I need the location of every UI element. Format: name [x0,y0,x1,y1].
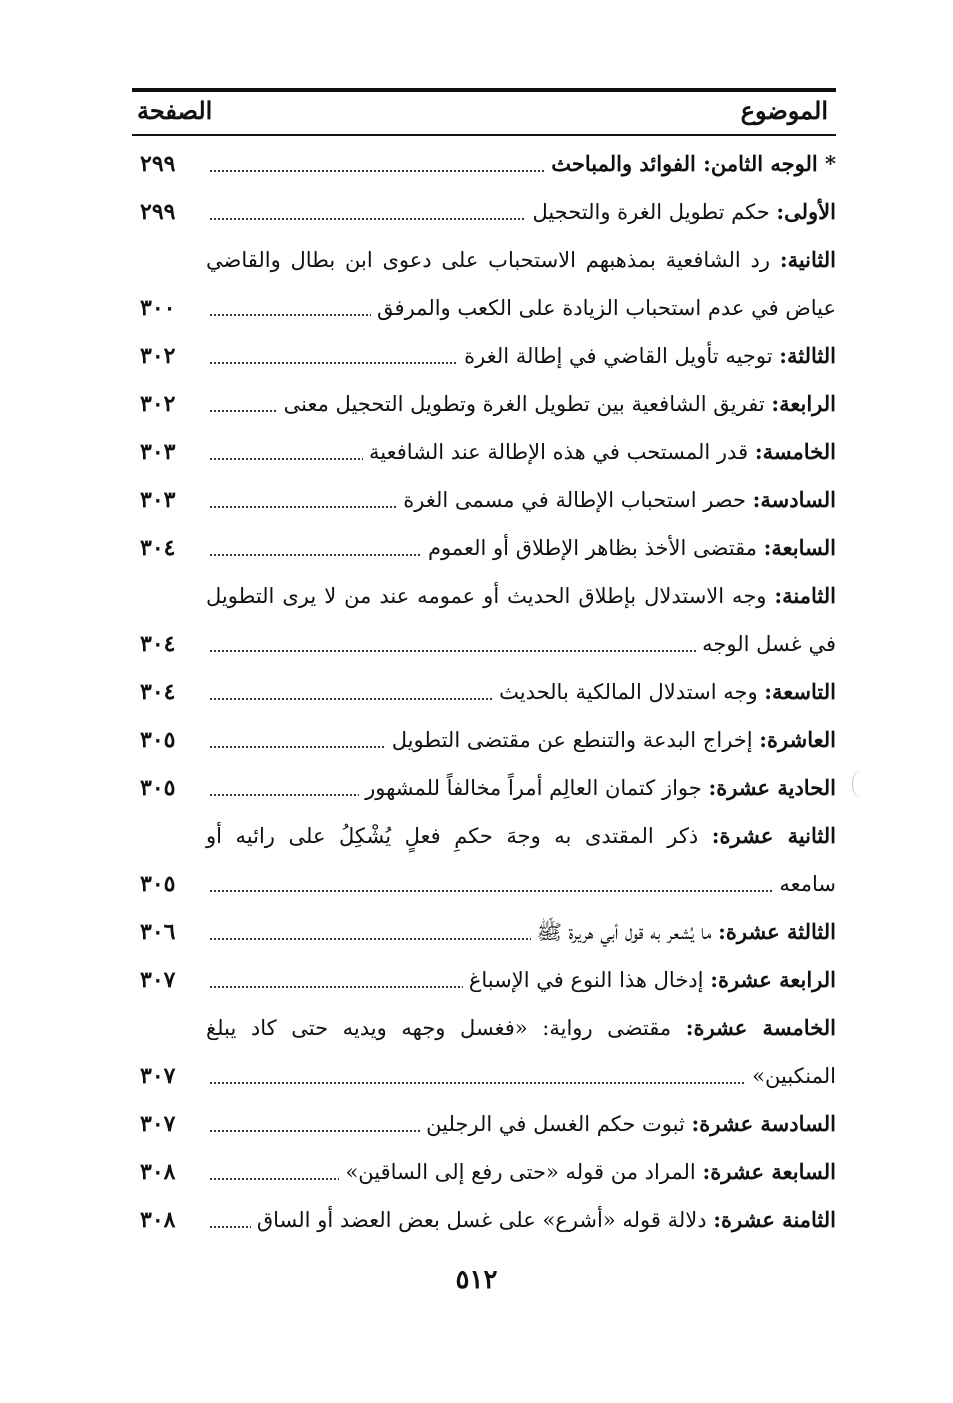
toc-entry-head: الأولى: [776,199,836,224]
toc-entry [371,284,836,332]
toc-entry-head: الخامسة عشرة: [685,1015,836,1040]
toc-entry-head: الثامنة عشرة: [713,1207,836,1232]
toc-entry [493,668,836,716]
toc-entry-text: توجيه تأويل القاضي في إطالة الغرة [464,344,773,368]
toc-row [132,188,836,236]
toc-entry-text: تفريق الشافعية بين تطويل الغرة وتطويل التحجيل معنى [283,392,765,416]
toc-entry-text: حكم تطويل الغرة والتحجيل [532,200,770,224]
toc-entry-text: إدخال هذا النوع في الإسباغ [468,968,704,992]
toc-entry-text: مقتضى الأخذ بظاهر الإطلاق أو العموم [428,536,757,560]
toc-row [132,572,836,620]
toc-row [132,332,836,380]
toc-entry-head: الرابعة: [771,391,836,416]
toc-entry-head: الثالثة عشرة: [718,919,836,944]
header-topic: الموضوع [740,96,828,125]
toc-row [132,764,836,812]
toc-page-number: ٢٩٩ [140,199,176,225]
toc-page-number: ٢٩٩ [140,151,176,177]
toc-entry-head: السابعة: [763,535,836,560]
toc-entry [463,956,836,1004]
toc-entry-head: السادسة: [752,487,836,512]
toc-entry-text: رد الشافعية بمذهبهم الاستحباب على دعوى ابن بطال والقاضي [206,248,771,272]
toc-row [132,812,836,860]
toc-row [132,668,836,716]
toc-row [132,1196,836,1244]
toc-entry [531,908,836,956]
toc-row [132,524,836,572]
toc-entry [278,380,836,428]
toc-page-number: ٣٠٦ [140,919,176,945]
toc-page-number: ٣٠٥ [140,871,176,897]
toc-page-number: ٣٠٧ [140,967,176,993]
toc-entry-head: الحادية عشرة: [708,775,836,800]
toc-entry [200,572,836,620]
toc-entry-text: سامعه [779,872,836,896]
toc-row [132,284,836,332]
toc-entry-text: ما يُشعر به قول أبي هريرة ﷺ [536,920,712,944]
toc-entry-head: الثالثة: [779,343,836,368]
toc-entry-text: حصر استحباب الإطالة في مسمى الغرة [403,488,746,512]
toc-entry-head: العاشرة: [759,727,836,752]
toc-entry [359,764,836,812]
toc-entry-text: المراد من قوله «حتى رفع إلى الساقين» [345,1160,696,1184]
toc-entry [363,428,836,476]
toc-page-number: ٣٠٨ [140,1207,176,1233]
toc-list [132,140,836,1244]
toc-page-number: ٣٠٥ [140,727,176,753]
toc-page-number: ٣٠٤ [140,631,176,657]
toc-row [132,860,836,908]
toc-entry-text: ذكر المقتدى به وجهَ حكمِ فعلٍ يُشْكِلُ على رائيه أو [206,824,699,848]
toc-entry [746,1052,836,1100]
toc-entry-text: في غسل الوجه [702,632,836,656]
toc-entry [200,1004,836,1052]
toc-entry [251,1196,836,1244]
toc-page-number: ٣٠٥ [140,775,176,801]
toc-page-number: ٣٠٤ [140,679,176,705]
toc-entry-text: جواز كتمان العالِم أمراً مخالفاً للمشهور [365,776,702,800]
leader-dots [210,890,836,892]
margin-mark [852,770,869,798]
toc-entry [200,812,836,860]
toc-entry-head: * الوجه الثامن: الفوائد والمباحث [551,151,836,176]
toc-entry-head: التاسعة: [764,679,836,704]
toc-page-number: ٣٠٧ [140,1111,176,1137]
toc-page-number: ٣٠٧ [140,1063,176,1089]
toc-entry [422,524,836,572]
toc-page-number: ٣٠٢ [140,391,176,417]
header-page: الصفحة [137,96,213,125]
toc-row [132,1100,836,1148]
toc-row [132,476,836,524]
toc-entry-text: ثبوت حكم الغسل في الرجلين [426,1112,685,1136]
toc-entry [200,236,836,284]
toc-entry-text: المنكبين» [752,1064,836,1088]
toc-entry-head: السادسة عشرة: [691,1111,836,1136]
toc-entry-head: الثانية: [779,247,836,272]
toc-row [132,1148,836,1196]
toc-entry [773,860,836,908]
toc-entry-text: إخراج البدعة والتنطع عن مقتضى التطويل [391,728,753,752]
toc-row [132,908,836,956]
toc-row [132,1004,836,1052]
toc-entry-text: قدر المستحب في هذه الإطالة عند الشافعية [369,440,749,464]
toc-entry [386,716,836,764]
toc-row [132,140,836,188]
top-rule [132,88,836,92]
toc-entry-head: الخامسة: [754,439,836,464]
toc-page-number: ٣٠٣ [140,439,176,465]
toc-entry-text: عياض في عدم استحباب الزيادة على الكعب والمرفق [377,296,836,320]
toc-page-number: ٣٠٤ [140,535,176,561]
toc-row [132,956,836,1004]
header-rule [132,134,836,136]
toc-entry-text: وجه الاستدلال بإطلاق الحديث أو عمومه عند من لا يرى التطويل [206,584,767,608]
toc-row [132,716,836,764]
toc-entry-text: مقتضى رواية: «فغسل وجهه ويديه حتى كاد يبلغ [206,1016,672,1040]
toc-entry-text: وجه استدلال المالكية بالحديث [499,680,758,704]
toc-entry [339,1148,836,1196]
toc-row [132,428,836,476]
toc-page-number: ٣٠٢ [140,343,176,369]
toc-entry-head: الرابعة عشرة: [710,967,836,992]
toc-entry [420,1100,836,1148]
toc-row [132,620,836,668]
toc-entry [458,332,836,380]
toc-row [132,1052,836,1100]
leader-dots [210,1082,836,1084]
toc-row [132,380,836,428]
toc-entry-head: الثامنة: [774,583,836,608]
toc-entry-text: دلالة قوله «أشرع» على غسل بعض العضد أو الساق [256,1208,707,1232]
toc-entry [526,188,836,236]
toc-page-number: ٣٠٠ [140,295,176,321]
toc-entry [696,620,836,668]
toc-page-number: ٣٠٣ [140,487,176,513]
toc-row [132,236,836,284]
page-number: ٥١٢ [455,1265,498,1295]
toc-entry [397,476,836,524]
toc-page-number: ٣٠٨ [140,1159,176,1185]
toc-entry-head: السابعة عشرة: [702,1159,836,1184]
toc-entry-head: الثانية عشرة: [711,823,836,848]
toc-entry [545,140,836,188]
